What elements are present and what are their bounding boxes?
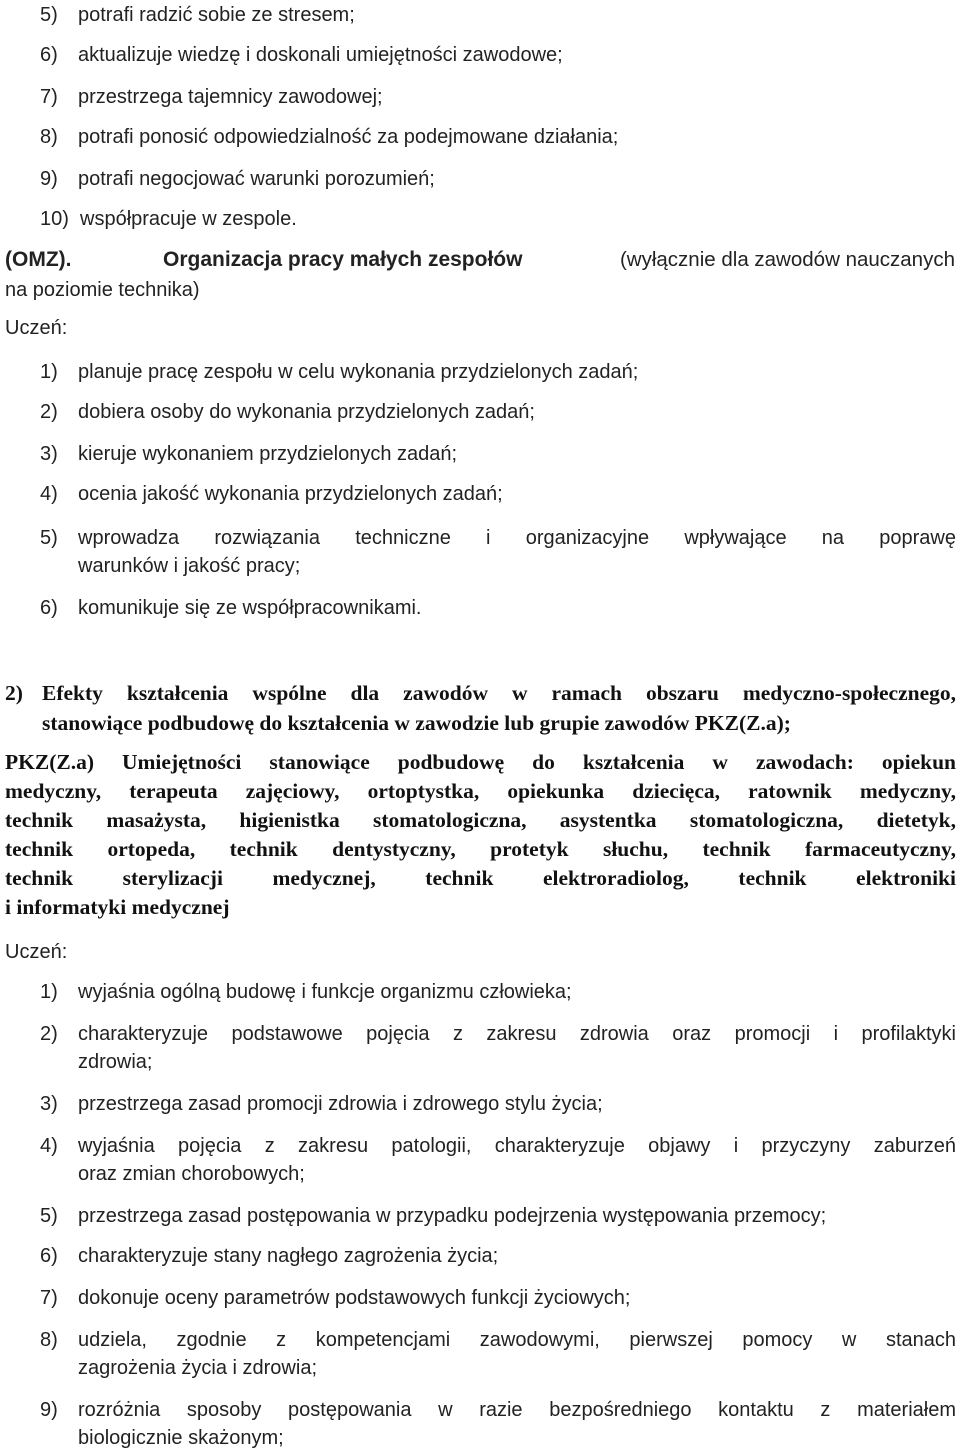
list-item xyxy=(40,1284,956,1312)
list-item xyxy=(40,1202,956,1230)
list-item xyxy=(40,1020,956,1076)
list-item-text: ocenia jakość wykonania przydzielonych zadań; xyxy=(78,483,503,505)
pkz-line: technik masażysta, higienistka stomatologiczna, asystentka stomatologiczna, dietetyk, xyxy=(5,808,956,832)
list-item-text: wprowadza rozwiązania techniczne i organizacyjne wpływające na poprawę xyxy=(78,527,956,549)
list-item-number: 6) xyxy=(40,44,58,66)
list-item-number: 10) xyxy=(40,208,69,230)
list-item-number: 6) xyxy=(40,1245,58,1267)
pkz-description xyxy=(5,748,956,922)
list-item-text: potrafi radzić sobie ze stresem; xyxy=(78,4,355,26)
list-item-text: dobiera osoby do wykonania przydzielonych zadań; xyxy=(78,401,535,423)
list-item-number: 1) xyxy=(40,981,58,1003)
list-item xyxy=(40,1090,956,1118)
list-item-number: 5) xyxy=(40,4,58,26)
list-item-text-continued: zagrożenia życia i zdrowia; xyxy=(78,1357,317,1379)
list-item xyxy=(40,358,956,386)
list-item-number: 3) xyxy=(40,1093,58,1115)
omz-code: (OMZ). xyxy=(5,248,72,271)
list-item-number: 6) xyxy=(40,597,58,619)
list-item-number: 8) xyxy=(40,1329,58,1351)
list-item-number: 9) xyxy=(40,1399,58,1421)
list-item-text: udziela, zgodnie z kompetencjami zawodowymi, pierwszej pomocy w stanach xyxy=(78,1329,956,1351)
list-item xyxy=(40,1396,956,1452)
list-item-number: 4) xyxy=(40,1135,58,1157)
pkz-line: technik ortopeda, technik dentystyczny, protetyk słuchu, technik farmaceutyczny, xyxy=(5,837,956,861)
section-title-line1: Efekty kształcenia wspólne dla zawodów w ramach obszaru medyczno-społecznego, xyxy=(42,681,956,705)
list-item-text: potrafi ponosić odpowiedzialność za podejmowane działania; xyxy=(78,126,619,148)
list-item-number: 2) xyxy=(40,401,58,423)
list-item-text: charakteryzuje podstawowe pojęcia z zakresu zdrowia oraz promocji i profilaktyki xyxy=(78,1023,956,1045)
pkz-line: PKZ(Z.a) Umiejętności stanowiące podbudowę do kształcenia w zawodach: opiekun xyxy=(5,750,956,774)
list-item-number: 2) xyxy=(40,1023,58,1045)
pkz-line: i informatyki medycznej xyxy=(5,895,230,919)
list-item xyxy=(40,40,920,70)
omz-heading: Organizacja pracy małych zespołów xyxy=(162,248,523,271)
list-item-text: przestrzega zasad postępowania w przypadku podejrzenia występowania przemocy; xyxy=(78,1205,827,1227)
list-item-text-continued: zdrowia; xyxy=(78,1051,153,1073)
list-item xyxy=(40,398,956,426)
pkz-line: medyczny, terapeuta zajęciowy, ortoptystka, opiekunka dziecięca, ratownik medyczny, xyxy=(5,779,956,803)
list-item-text: rozróżnia sposoby postępowania w razie bezpośredniego kontaktu z materiałem xyxy=(78,1399,956,1421)
list-item xyxy=(40,1326,956,1382)
list-item-text: kieruje wykonaniem przydzielonych zadań; xyxy=(78,443,458,465)
list-item-number: 7) xyxy=(40,86,58,108)
omz-heading-line xyxy=(5,244,955,276)
list-item xyxy=(40,480,956,508)
list-item xyxy=(40,82,920,112)
list-item-text: charakteryzuje stany nagłego zagrożenia życia; xyxy=(78,1245,499,1267)
list-item-number: 4) xyxy=(40,483,58,505)
list-item-text: planuje pracę zespołu w celu wykonania przydzielonych zadań; xyxy=(78,361,639,383)
list-item-number: 7) xyxy=(40,1287,58,1309)
list-item-text: potrafi negocjować warunki porozumień; xyxy=(78,168,435,190)
list-item-number: 5) xyxy=(40,527,58,549)
omz-note-continued: na poziomie technika) xyxy=(5,279,200,301)
pkz-line: technik sterylizacji medycznej, technik elektroradiolog, technik elektroniki xyxy=(5,866,956,890)
list-item-text-continued: oraz zmian chorobowych; xyxy=(78,1163,305,1185)
list-item-text: przestrzega tajemnicy zawodowej; xyxy=(78,86,383,108)
list-item-number: 1) xyxy=(40,361,58,383)
list-item xyxy=(40,594,956,622)
list-item-number: 3) xyxy=(40,443,58,465)
list-item-text: komunikuje się ze współpracownikami. xyxy=(78,597,422,619)
list-item xyxy=(40,122,920,152)
list-item-text-continued: warunków i jakość pracy; xyxy=(78,555,301,577)
student-label: Uczeń: xyxy=(5,317,68,339)
list-item-text: wyjaśnia ogólną budowę i funkcje organizmu człowieka; xyxy=(78,981,572,1003)
list-item xyxy=(40,204,920,234)
list-item xyxy=(40,524,956,580)
list-item xyxy=(40,164,920,194)
list-item-text: przestrzega zasad promocji zdrowia i zdrowego stylu życia; xyxy=(78,1093,603,1115)
list-item-number: 9) xyxy=(40,168,58,190)
student-label: Uczeń: xyxy=(5,941,68,963)
list-item-text: dokonuje oceny parametrów podstawowych funkcji życiowych; xyxy=(78,1287,631,1309)
list-item-text-continued: biologicznie skażonym; xyxy=(78,1427,284,1449)
list-item xyxy=(40,978,956,1006)
list-item-text: wyjaśnia pojęcia z zakresu patologii, charakteryzuje objawy i przyczyny zaburzeń xyxy=(78,1135,956,1157)
section-number: 2) xyxy=(5,681,23,705)
list-item xyxy=(40,1132,956,1188)
list-item xyxy=(40,440,956,468)
list-item-text: aktualizuje wiedzę i doskonali umiejętności zawodowe; xyxy=(78,44,563,66)
list-item-text: współpracuje w zespole. xyxy=(80,208,297,230)
list-item-number: 5) xyxy=(40,1205,58,1227)
omz-note: (wyłącznie dla zawodów nauczanych xyxy=(619,248,955,271)
list-item xyxy=(40,1242,956,1270)
section-title-line2: stanowiące podbudowę do kształcenia w zawodzie lub grupie zawodów PKZ(Z.a); xyxy=(42,711,791,735)
list-item-number: 8) xyxy=(40,126,58,148)
list-item xyxy=(40,0,920,30)
